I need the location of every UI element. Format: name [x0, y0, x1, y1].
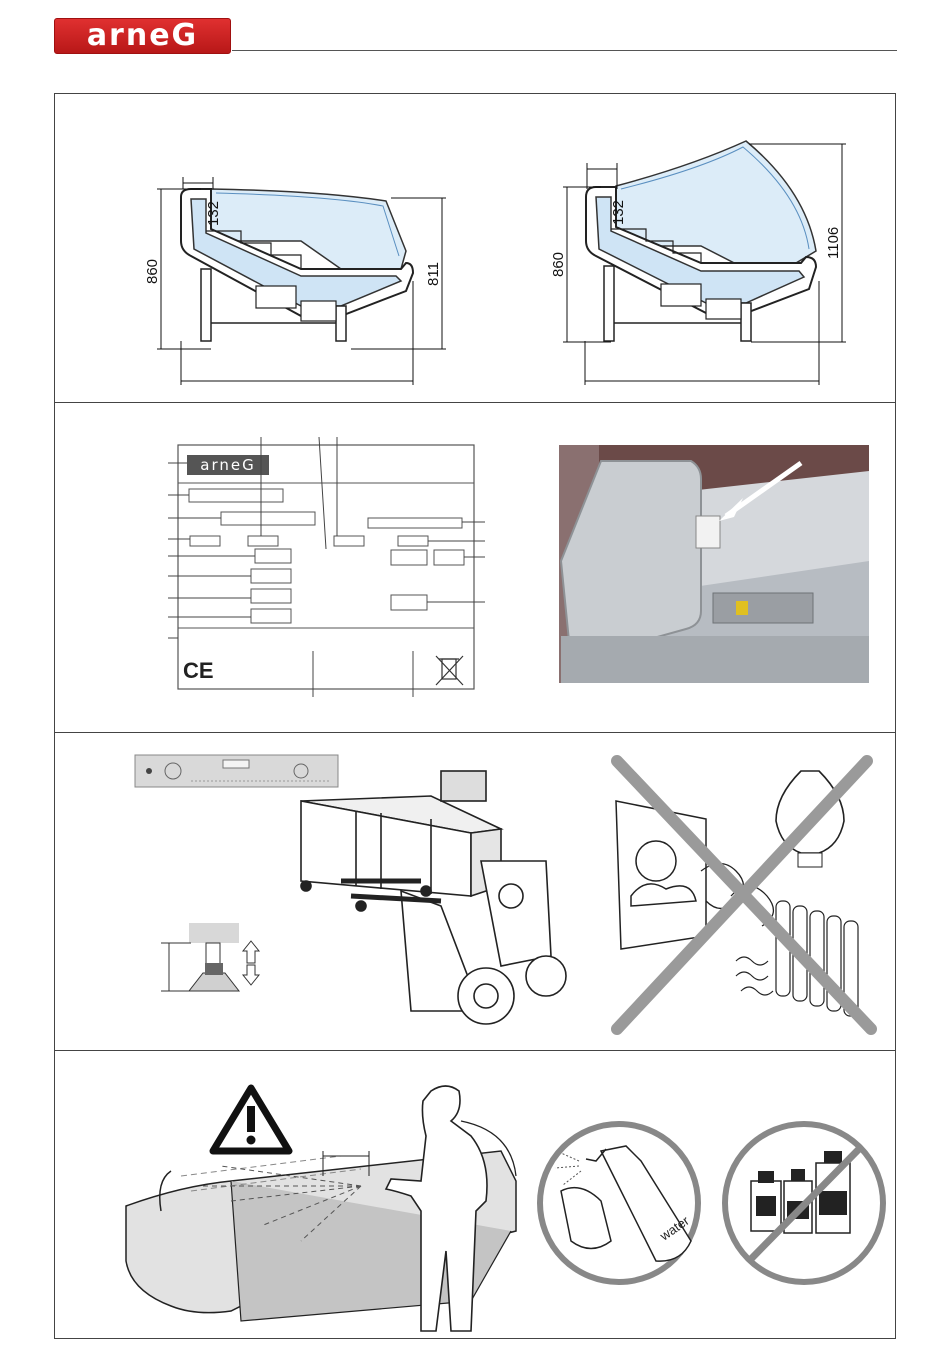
photo-plate-location — [559, 445, 869, 683]
rating-plate — [55, 403, 895, 733]
prohibited-heat-sources-icon — [616, 761, 871, 1029]
plate-logo: arneG — [200, 456, 256, 474]
left-top-label: 811 — [425, 262, 442, 286]
dimension-drawings — [55, 94, 895, 403]
cabinet-high-front — [550, 141, 846, 385]
cleaning-illustrations — [55, 1051, 895, 1338]
brand-logo: arneG — [54, 18, 231, 54]
manual-frame — [54, 93, 896, 1339]
installation-illustrations — [55, 733, 895, 1051]
forklift-transport-icon — [301, 771, 566, 1024]
rating-plate-panel — [55, 403, 895, 733]
cabinet-low-front — [144, 177, 446, 385]
cleaning-panel — [55, 1051, 895, 1338]
adjustable-foot-icon — [161, 923, 259, 991]
water-label: water — [657, 1212, 692, 1244]
header-rule — [232, 50, 897, 51]
chemicals-prohibited-icon — [725, 1124, 883, 1282]
right-height-label: 860 — [550, 251, 567, 277]
right-top-label: 1106 — [825, 226, 842, 259]
ce-mark: CE — [183, 658, 214, 683]
spray-water-allowed-icon — [540, 1124, 698, 1282]
warning-icon — [213, 1088, 289, 1151]
spirit-level-icon — [135, 755, 338, 787]
left-depth-label: 132 — [205, 200, 222, 226]
left-height-label: 860 — [144, 258, 161, 284]
dimension-drawings-panel — [55, 94, 895, 403]
right-depth-label: 132 — [610, 199, 627, 225]
installation-panel — [55, 733, 895, 1051]
cabinet-cleaning-icon — [126, 1086, 516, 1331]
